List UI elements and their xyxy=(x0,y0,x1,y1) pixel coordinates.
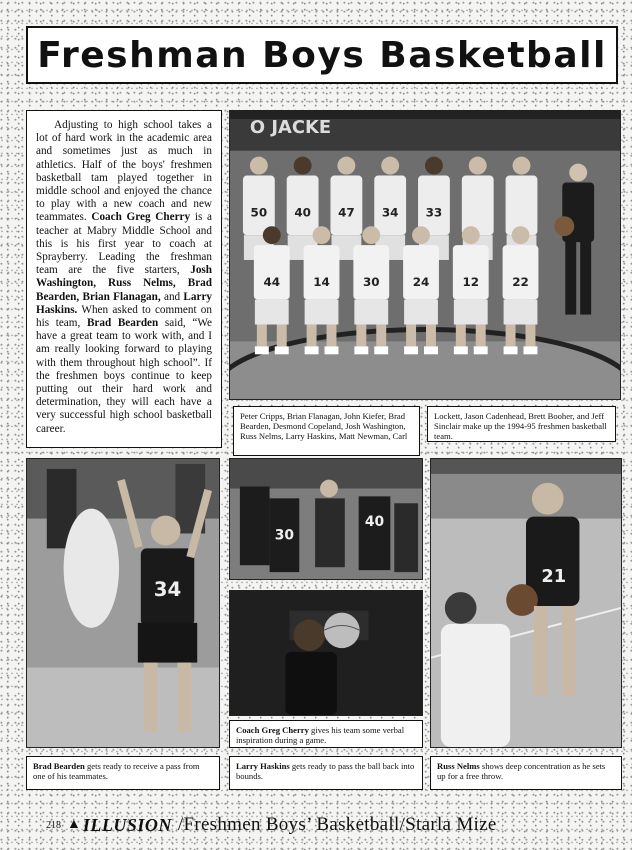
haskins-caption-text: gets ready to pass the ball back into bounds. xyxy=(236,761,415,781)
huddle-photo-image xyxy=(230,459,422,579)
back-row-number: 47 xyxy=(338,205,355,220)
story-coach-name: Coach Greg Cherry xyxy=(91,211,191,224)
story-p1: Adjusting to high school takes a lot of hard work in the academic area and sometimes just as much in athletics. Half of the boys' freshmen basketball tam played together in middle school and enjoyed the chance to play with a new coach and new teammates. xyxy=(36,119,212,224)
bearden-caption-text: gets ready to receive a pass from one of his teammates. xyxy=(33,761,200,781)
nelms-jersey-number: 21 xyxy=(541,566,567,588)
front-row-number: 14 xyxy=(313,274,330,289)
cherry-caption-text: gives his team some verbal inspiration during a game. xyxy=(236,725,405,745)
front-row-number: 24 xyxy=(412,274,430,289)
story-quoter: Brad Bearden xyxy=(86,317,159,330)
footer-section-title: /Freshmen Boys’ Basketball/Starla Mize xyxy=(177,814,497,835)
page-footer xyxy=(46,810,497,840)
back-row-number: 33 xyxy=(425,205,443,220)
bearden-photo xyxy=(26,458,220,748)
team-caption-right xyxy=(427,406,616,442)
back-row-number: 40 xyxy=(294,205,311,220)
story-last-starter: Larry Haskins. xyxy=(36,290,213,316)
story-p5: said, “We have a great team to work with, and I am really looking forward to playing with them throughout high school”. If the freshmen boys continue to keep putting out their hard work and determination, they will each have a very successful high school basketball career. xyxy=(36,317,212,435)
story-p3: and xyxy=(160,290,184,303)
page-number: 218 xyxy=(46,819,61,831)
team-banner-text: O JACKE xyxy=(249,116,332,138)
nelms-caption-name: Russ Nelms xyxy=(437,761,480,771)
bearden-jersey-number: 34 xyxy=(153,578,182,602)
front-row-number: 44 xyxy=(263,274,281,289)
nelms-caption-text: shows deep concentration as he sets up for a free throw. xyxy=(437,761,606,781)
bearden-photo-image xyxy=(27,459,219,747)
page-title: Freshman Boys Basketball xyxy=(37,34,607,76)
front-row-number: 22 xyxy=(512,274,529,289)
haskins-caption-name: Larry Haskins xyxy=(236,761,290,771)
haskins-caption xyxy=(229,756,423,790)
story-text-box xyxy=(26,110,222,448)
front-row-number: 12 xyxy=(462,274,480,289)
back-row-number: 50 xyxy=(250,205,268,220)
back-row-number: 34 xyxy=(381,205,399,220)
nelms-caption xyxy=(430,756,622,790)
nelms-photo xyxy=(430,458,622,748)
jacket-logo-icon: ▲ xyxy=(67,817,81,832)
cherry-caption-name: Coach Greg Cherry xyxy=(236,725,309,735)
story-starters: Josh Washington, Russ Nelms, Brad Bearden, Brian Flanagan, xyxy=(36,264,212,303)
team-photo-image xyxy=(230,111,620,399)
bearden-caption-name: Brad Bearden xyxy=(33,761,85,771)
front-row-number: 30 xyxy=(362,274,380,289)
team-caption-left xyxy=(233,406,420,456)
bearden-caption xyxy=(26,756,220,790)
story-p4: When asked to comment on his team, xyxy=(36,303,212,330)
illusion-logo: ILLUSION xyxy=(82,814,172,835)
haskins-photo-image xyxy=(230,591,422,715)
nelms-photo-image xyxy=(431,459,621,747)
story-p2: is a teacher at Mabry Middle School and this is his first year to coach at Sprayberry. Leading the freshman team are the five starters, xyxy=(36,211,212,277)
haskins-photo xyxy=(229,590,423,716)
team-caption-right-text: Lockett, Jason Cadenhead, Brett Booher, and Jeff Sinclair make up the 1994-95 freshmen basketball team. xyxy=(434,411,607,441)
huddle-jersey-b: 40 xyxy=(364,513,385,530)
team-caption-left-text: Peter Cripps, Brian Flanagan, John Kiefer, Brad Bearden, Desmond Copeland, Josh Washington, Russ Nelms, Larry Haskins, Matt Newman, Carl xyxy=(240,411,408,441)
cherry-caption xyxy=(229,720,423,748)
team-photo xyxy=(229,110,621,400)
page-title-box xyxy=(26,26,618,84)
huddle-photo xyxy=(229,458,423,580)
huddle-jersey-a: 30 xyxy=(274,527,295,544)
